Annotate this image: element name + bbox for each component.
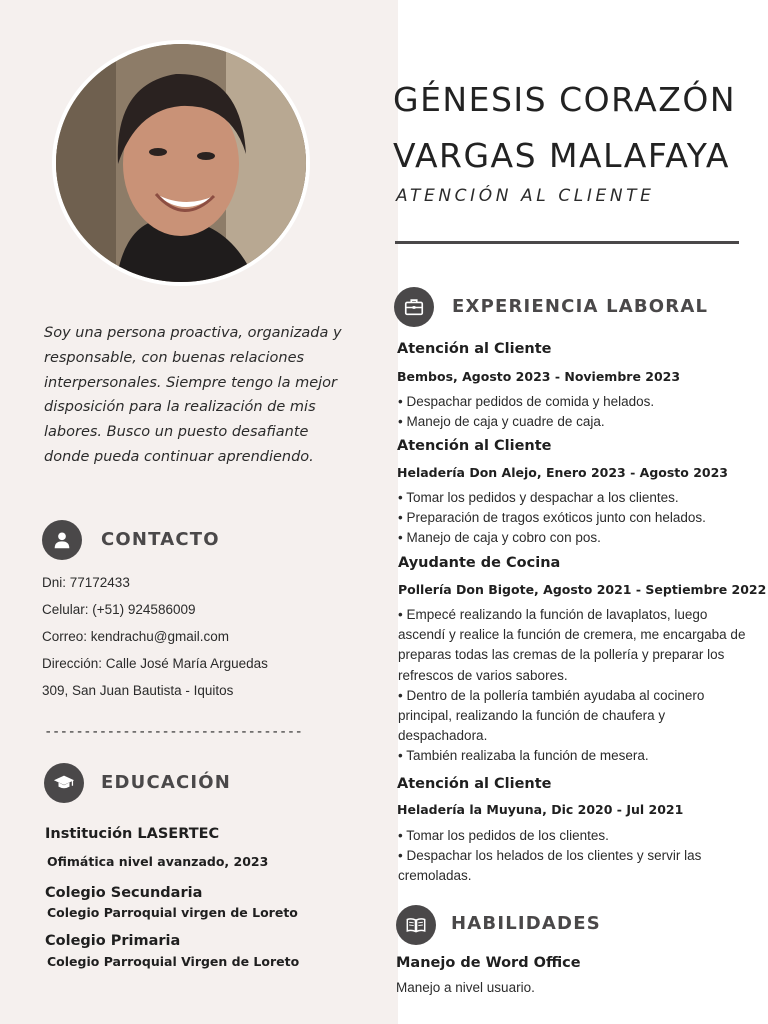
contact-phone: Celular: (+51) 924586009 [42, 602, 196, 617]
job-duty: • Manejo de caja y cobro con pos. [398, 530, 601, 546]
education-institution: Colegio Primaria [45, 933, 181, 949]
skill-name: Manejo de Word Office [396, 955, 581, 971]
job-duty: • Preparación de tragos exóticos junto con helados. [398, 510, 706, 526]
education-institution: Colegio Secundaria [45, 885, 203, 901]
job-company: Heladería la Muyuna, Dic 2020 - Jul 2021 [397, 802, 684, 817]
briefcase-icon [403, 296, 425, 318]
name-line-1: GÉNESIS CORAZÓN [393, 80, 737, 119]
education-institution: Institución LASERTEC [45, 826, 220, 842]
job-company: Heladería Don Alejo, Enero 2023 - Agosto 2023 [397, 465, 728, 480]
job-duty: • Despachar pedidos de comida y helados. [398, 394, 655, 409]
job-title: Atención al Cliente [397, 776, 552, 792]
job-duty: • También realizaba la función de mesera. [398, 748, 649, 764]
job-duty: • Manejo de caja y cuadre de caja. [398, 414, 605, 430]
education-detail: Ofimática nivel avanzado, 2023 [47, 854, 269, 869]
education-detail: Colegio Parroquial Virgen de Loreto [47, 954, 300, 969]
job-role: ATENCIÓN AL CLIENTE [396, 186, 655, 206]
profile-photo [52, 40, 310, 286]
graduation-cap-icon [53, 772, 75, 794]
job-duty: • Empecé realizando la función de lavaplatos, luego ascendí y realice la función de cremera, me encargaba de preparas todas las cremas de la pollería y preparar los refrescos de varios sabores. [398, 607, 746, 683]
user-icon [51, 529, 73, 551]
education-section-icon [44, 763, 84, 803]
header-rule [395, 241, 739, 244]
skills-heading: HABILIDADES [451, 913, 601, 934]
skill-detail: Manejo a nivel usuario. [396, 980, 535, 995]
job-title: Atención al Cliente [397, 438, 552, 454]
experience-section-icon [394, 287, 434, 327]
job-title: Atención al Cliente [397, 341, 552, 357]
open-book-icon [405, 914, 427, 936]
section-divider: --------------------------------- [44, 724, 303, 740]
candidate-name [393, 72, 768, 184]
skills-section-icon [396, 905, 436, 945]
contact-address-line2: 309, San Juan Bautista - Iquitos [42, 683, 234, 698]
job-company: Pollería Don Bigote, Agosto 2021 - Septiembre 2022 [398, 582, 767, 597]
contact-address-line1: Dirección: Calle José María Arguedas [42, 656, 268, 671]
job-company: Bembos, Agosto 2023 - Noviembre 2023 [397, 369, 681, 384]
profile-summary: Soy una persona proactiva, organizada y responsable, con buenas relaciones interpersonales. Siempre tengo la mejor disposición para la realización de mis labores. Busco un puesto desafiante donde pueda continuar aprendiendo. [44, 325, 342, 465]
job-duty: • Despachar los helados de los clientes y servir las cremoladas. [398, 848, 702, 884]
job-title: Ayudante de Cocina [398, 555, 561, 571]
job-duty: • Dentro de la pollería también ayudaba al cocinero principal, realizando la función de chaufera y despachadora. [398, 687, 705, 744]
job-duty: • Tomar los pedidos y despachar a los clientes. [398, 490, 679, 505]
education-detail: Colegio Parroquial virgen de Loreto [47, 905, 298, 920]
experience-heading: EXPERIENCIA LABORAL [452, 296, 709, 317]
job-duty: • Tomar los pedidos de los clientes. [398, 828, 609, 843]
contact-heading: CONTACTO [101, 529, 220, 550]
contact-section-icon [42, 520, 82, 560]
name-line-2: VARGAS MALAFAYA [393, 136, 730, 175]
job-duties [398, 826, 758, 887]
education-heading: EDUCACIÓN [101, 772, 232, 793]
contact-dni: Dni: 77172433 [42, 575, 130, 590]
contact-email: Correo: kendrachu@gmail.com [42, 629, 230, 644]
job-duties [398, 392, 758, 432]
job-duties [398, 605, 758, 767]
job-duties [398, 488, 758, 549]
